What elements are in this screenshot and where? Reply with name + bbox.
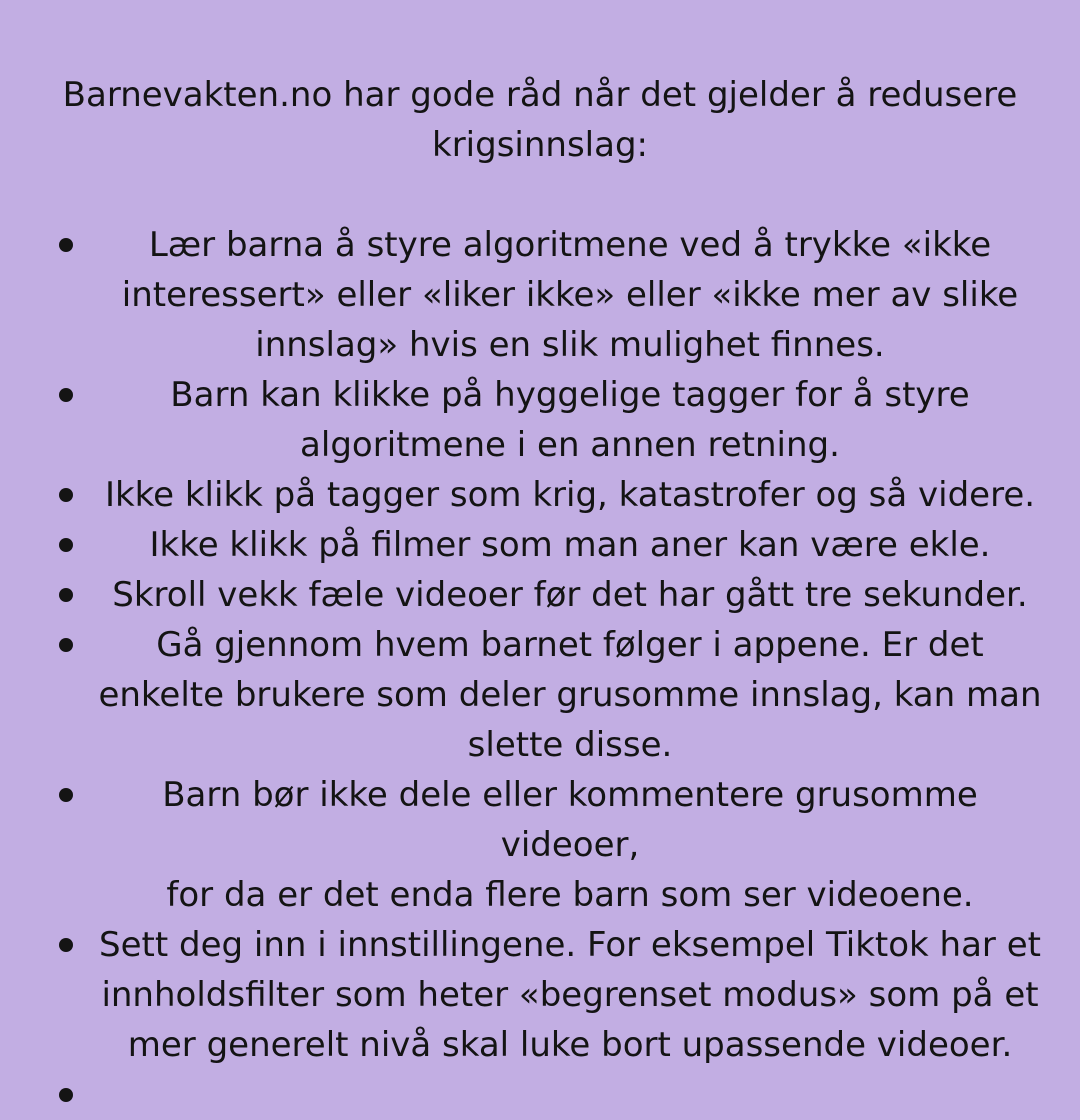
bullet-icon xyxy=(59,538,73,552)
list-item-text: Barn bør ikke dele eller kommentere grusomme videoer, for da er det enda flere barn som ser videoene. xyxy=(162,775,978,915)
list-item xyxy=(0,570,1080,620)
list-item xyxy=(0,1070,1080,1120)
list-item-text xyxy=(90,1070,1050,1120)
list-item-text: Skroll vekk fæle videoer før det har gått tre sekunder. xyxy=(112,575,1028,615)
list-item-text: Ikke klikk på tagger som krig, katastrofer og så videre. xyxy=(104,475,1036,515)
list-item xyxy=(0,370,1080,470)
bullet-icon xyxy=(59,638,73,652)
bullet-icon xyxy=(59,1088,73,1102)
list-item xyxy=(0,470,1080,520)
list-item xyxy=(0,620,1080,770)
list-item-text: Ikke klikk på filmer som man aner kan være ekle. xyxy=(149,525,991,565)
list-item xyxy=(0,920,1080,1070)
bullet-icon xyxy=(59,788,73,802)
bullet-icon xyxy=(59,588,73,602)
list-item-text: Sett deg inn i innstillingene. For eksempel Tiktok har et innholdsfilter som heter «begrenset modus» som på et mer generelt nivå skal luke bort upassende videoer. xyxy=(99,925,1041,1065)
bullet-icon xyxy=(59,488,73,502)
intro-text: Barnevakten.no har gode råd når det gjelder å redusere krigsinnslag: xyxy=(62,75,1018,165)
bullet-icon xyxy=(59,238,73,252)
list-item xyxy=(0,220,1080,370)
bullet-icon xyxy=(59,388,73,402)
advice-list xyxy=(0,220,1080,1120)
list-item xyxy=(0,770,1080,920)
list-item-text: Barn kan klikke på hyggelige tagger for å styre algoritmene i en annen retning. xyxy=(170,375,970,465)
bullet-icon xyxy=(59,938,73,952)
list-item xyxy=(0,520,1080,570)
list-item-text: Gå gjennom hvem barnet følger i appene. Er det enkelte brukere som deler grusomme innslag, kan man slette disse. xyxy=(98,625,1042,765)
list-item-text: Lær barna å styre algoritmene ved å trykke «ikke interessert» eller «liker ikke» eller «ikke mer av slike innslag» hvis en slik mulighet finnes. xyxy=(121,225,1019,365)
